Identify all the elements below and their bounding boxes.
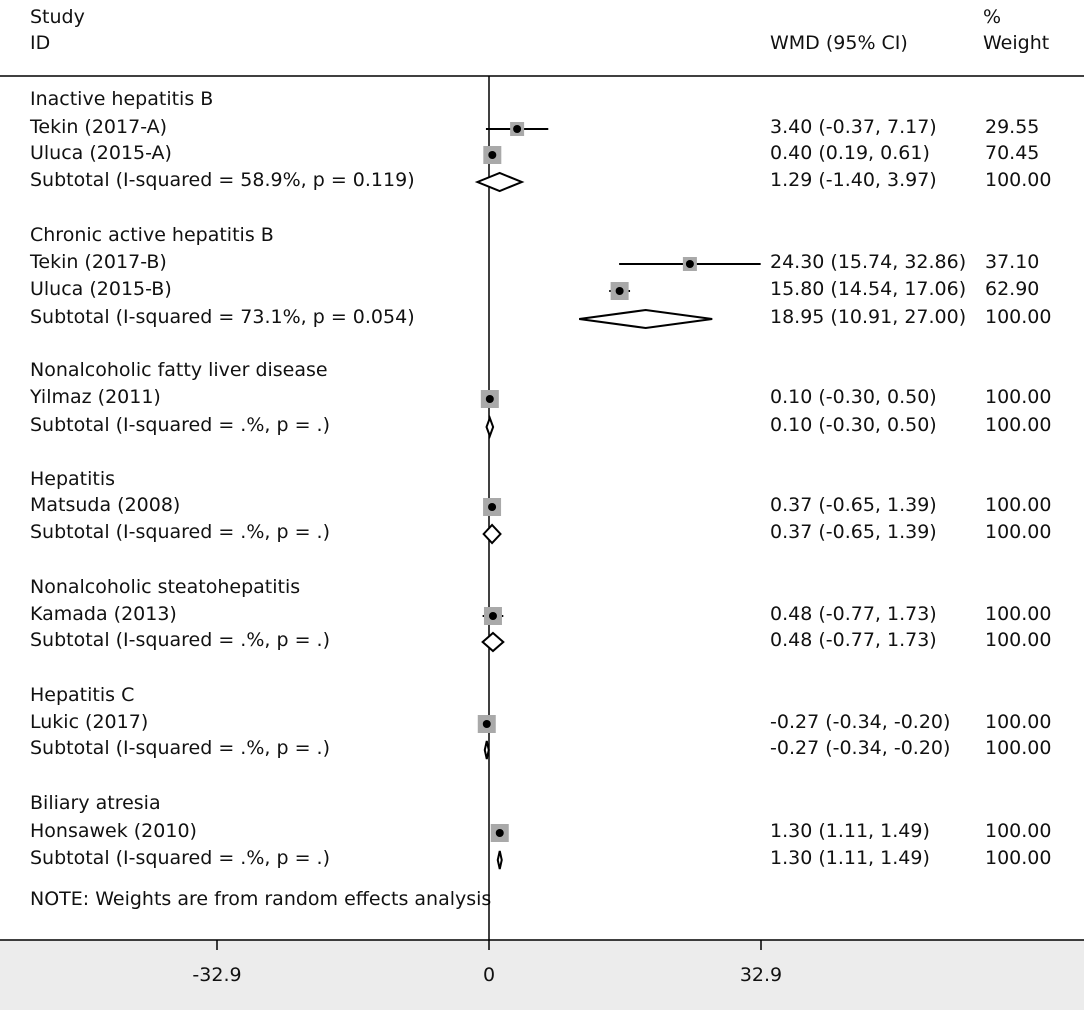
group-label: Nonalcoholic steatohepatitis — [30, 576, 301, 598]
study-label: Yilmaz (2011) — [30, 386, 161, 408]
study-label: Honsawek (2010) — [30, 820, 197, 842]
subtotal-label: Subtotal (I-squared = 58.9%, p = 0.119) — [30, 169, 415, 191]
ci-text: 0.48 (-0.77, 1.73) — [770, 629, 937, 651]
group-label: Hepatitis C — [30, 684, 135, 706]
weight-text: 100.00 — [985, 414, 1052, 436]
weight-text: 70.45 — [985, 142, 1040, 164]
ci-text: 18.95 (10.91, 27.00) — [770, 306, 967, 328]
subtotal-diamond — [484, 525, 501, 543]
study-label: Tekin (2017-B) — [30, 251, 167, 273]
weight-text: 100.00 — [985, 386, 1052, 408]
header-study-id: Study ID — [30, 6, 85, 54]
ci-text: 3.40 (-0.37, 7.17) — [770, 116, 937, 138]
point-estimate — [489, 612, 497, 620]
weight-text: 100.00 — [985, 306, 1052, 328]
ci-text: -0.27 (-0.34, -0.20) — [770, 737, 951, 759]
ci-text: 0.40 (0.19, 0.61) — [770, 142, 930, 164]
ci-text: 0.48 (-0.77, 1.73) — [770, 603, 937, 625]
x-tick-label: -32.9 — [192, 964, 242, 986]
header-weight: % Weight — [983, 6, 1050, 54]
study-label: Uluca (2015-A) — [30, 142, 172, 164]
ci-text: 1.30 (1.11, 1.49) — [770, 820, 930, 842]
subtotal-label: Subtotal (I-squared = .%, p = .) — [30, 847, 330, 869]
ci-text: 1.30 (1.11, 1.49) — [770, 847, 930, 869]
subtotal-diamond — [487, 418, 494, 436]
group-label: Inactive hepatitis B — [30, 88, 214, 110]
subtotal-label: Subtotal (I-squared = .%, p = .) — [30, 737, 330, 759]
ci-text: 0.37 (-0.65, 1.39) — [770, 494, 937, 516]
subtotal-label: Subtotal (I-squared = 73.1%, p = 0.054) — [30, 306, 415, 328]
x-tick-label: 0 — [482, 964, 496, 986]
point-estimate — [486, 395, 494, 403]
weight-text: 100.00 — [985, 847, 1052, 869]
weight-text: 100.00 — [985, 603, 1052, 625]
ci-text: 24.30 (15.74, 32.86) — [770, 251, 967, 273]
weight-text: 100.00 — [985, 521, 1052, 543]
study-label: Matsuda (2008) — [30, 494, 181, 516]
ci-text: 0.10 (-0.30, 0.50) — [770, 386, 937, 408]
ci-text: -0.27 (-0.34, -0.20) — [770, 711, 951, 733]
point-estimate — [686, 260, 694, 268]
group-label: Hepatitis — [30, 468, 116, 490]
subtotal-diamond — [498, 851, 502, 869]
weight-text: 37.10 — [985, 251, 1040, 273]
x-ticks — [217, 940, 761, 950]
subtotal-diamond — [477, 173, 521, 191]
study-label: Tekin (2017-A) — [30, 116, 168, 138]
weight-text: 100.00 — [985, 494, 1052, 516]
point-estimate — [488, 151, 496, 159]
study-label: Lukic (2017) — [30, 711, 149, 733]
subtotal-diamond — [483, 633, 504, 651]
weight-text: 100.00 — [985, 820, 1052, 842]
weight-text: 100.00 — [985, 737, 1052, 759]
study-marks — [477, 122, 760, 869]
subtotal-diamond — [485, 741, 489, 759]
subtotal-label: Subtotal (I-squared = .%, p = .) — [30, 414, 330, 436]
point-estimate — [488, 503, 496, 511]
weight-text: 100.00 — [985, 711, 1052, 733]
group-label: Biliary atresia — [30, 792, 161, 814]
study-label: Kamada (2013) — [30, 603, 177, 625]
weight-text: 100.00 — [985, 169, 1052, 191]
weight-text: 29.55 — [985, 116, 1040, 138]
study-label: Uluca (2015-B) — [30, 278, 172, 300]
point-estimate — [616, 287, 624, 295]
point-estimate — [496, 829, 504, 837]
weight-text: 100.00 — [985, 629, 1052, 651]
group-label: Chronic active hepatitis B — [30, 224, 274, 246]
ci-text: 15.80 (14.54, 17.06) — [770, 278, 967, 300]
point-estimate — [513, 125, 521, 133]
weight-text: 62.90 — [985, 278, 1040, 300]
x-tick-label: 32.9 — [739, 964, 783, 986]
subtotal-label: Subtotal (I-squared = .%, p = .) — [30, 629, 330, 651]
point-estimate — [483, 720, 491, 728]
note: NOTE: Weights are from random effects analysis — [30, 888, 492, 910]
subtotal-diamond — [579, 310, 712, 328]
subtotal-label: Subtotal (I-squared = .%, p = .) — [30, 521, 330, 543]
header-effect: WMD (95% CI) — [770, 32, 908, 54]
ci-text: 0.37 (-0.65, 1.39) — [770, 521, 937, 543]
ci-text: 0.10 (-0.30, 0.50) — [770, 414, 937, 436]
group-label: Nonalcoholic fatty liver disease — [30, 359, 328, 381]
ci-text: 1.29 (-1.40, 3.97) — [770, 169, 937, 191]
